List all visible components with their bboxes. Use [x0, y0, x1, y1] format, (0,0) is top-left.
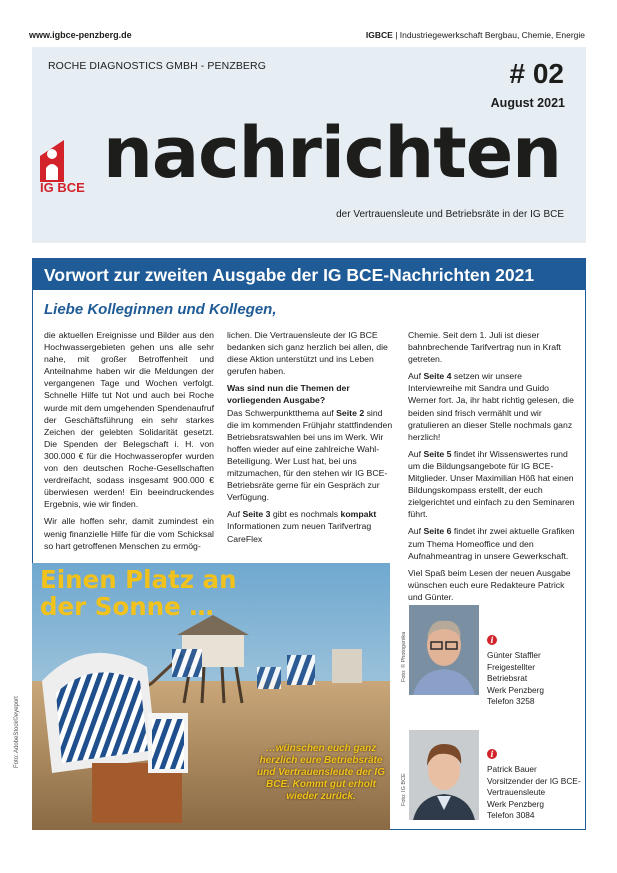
article-title: Vorwort zur zweiten Ausgabe der IG BCE-Nachrichten 2021	[44, 265, 535, 285]
question-heading: Was sind nun die Themen der vorliegenden Ausgabe?	[227, 383, 350, 406]
portrait-patrick-bauer	[409, 730, 479, 820]
info-icon: i	[487, 749, 497, 759]
paragraph: lichen. Die Vertrauensleute der IG BCE bedanken sich ganz herzlich bei allen, die diese Aktion unterstützt und ins Leben gerufen haben.	[227, 330, 388, 377]
contact-phone: Telefon 3084	[487, 810, 535, 820]
paragraph: Auf Seite 6 findet ihr zwei aktuelle Grafiken zum Thema Homeoffice und den Aufnahmeantrag in unsere Gewerkschaft.	[408, 526, 575, 561]
masthead-subtitle: der Vertrauensleute und Betriebsräte in der IG BCE	[336, 209, 564, 220]
contact-phone: Telefon 3258	[487, 696, 535, 706]
company-name: ROCHE DIAGNOSTICS GMBH - PENZBERG	[48, 60, 266, 72]
contact-card: Günter Staffler Freigestellter Betriebsrat Werk Penzberg Telefon 3258	[487, 650, 587, 708]
paragraph: Viel Spaß beim Lesen der neuen Ausgabe wünschen euch eure Redakteure Patrick und Günter.	[408, 567, 571, 602]
org-short: IGBCE	[365, 30, 393, 40]
issue-date: August 2021	[490, 96, 565, 110]
contact-card: Patrick Bauer Vorsitzender der IG BCE- Vertrauensleute Werk Penzberg Telefon 3084	[487, 764, 587, 822]
contact-name: Patrick Bauer	[487, 764, 537, 774]
paragraph: Auf Seite 4 setzen wir unsere Interviewreihe mit Sandra und Guido Werner fort. Ja, ihr habt richtig gelesen, die beiden sind frisch vermählt und wir gratulieren an dieser Stelle nochmals ganz herzlich!	[408, 371, 574, 442]
masthead-title: nachrichten	[103, 112, 562, 194]
igbce-logo-icon	[38, 138, 98, 193]
logo-text: IG BCE	[40, 180, 85, 193]
photo-headline: Einen Platz an der Sonne …	[40, 565, 237, 621]
portrait-credit: Foto: IG BCE	[401, 773, 407, 806]
org-full: Industriegewerkschaft Bergbau, Chemie, Energie	[399, 30, 585, 40]
text-column-1	[44, 329, 214, 557]
issue-number: # 02	[509, 58, 564, 89]
website-url[interactable]: www.igbce-penzberg.de	[29, 30, 132, 40]
contact-name: Günter Staffler	[487, 650, 541, 660]
paragraph: Auf Seite 3 gibt es nochmals kompakt Informationen zum neuen Tarifvertrag CareFlex	[227, 509, 377, 544]
salutation: Liebe Kolleginnen und Kollegen,	[44, 301, 277, 318]
paragraph: Chemie. Seit dem 1. Juli ist dieser bahnbrechende Tarifvertrag nun in Kraft getreten.	[408, 330, 561, 365]
portrait-credit: Foto: © Photogenika	[401, 631, 407, 682]
info-icon: i	[487, 635, 497, 645]
photo-caption: …wünschen euch ganz herzlich eure Betriebsräte und Vertrauensleute der IG BCE. Kommt gut erholt wieder zurück.	[257, 743, 385, 802]
org-line: IGBCE | Industriegewerkschaft Bergbau, Chemie, Energie	[365, 30, 585, 40]
paragraph: Auf Seite 5 findet ihr Wissenswertes rund um die Bildungsangebote für IG BCE-Mitglieder. Unser Maximilian Höß hat einen Bildungskompass erstellt, der euch zielgerichtet und einfach zu den Seminaren führt.	[408, 448, 575, 520]
text-column-2	[227, 329, 395, 550]
paragraph: Wir alle hoffen sehr, damit zumindest ein wenig finanzielle Hilfe für die vom Schicksal so hart getroffenen Menschen zu ermög-	[44, 516, 214, 551]
text-column-3	[408, 329, 578, 608]
portrait-guenter-staffler	[409, 605, 479, 695]
paragraph: die aktuellen Ereignisse und Bilder aus den Hochwassergebieten gehen uns alle sehr nahe, mit großer Betroffenheit und Anteilnahme haben wir die Meldungen der vergangenen Tage und Wochen verfolgt. Schnelle Hilfe tut Not und auch bei Roche wurde mit dem umgehenden Spendenaufruf der Geschäftsführung ein sehr starkes Zeichen der gelebten Solidarität gesetzt. Die Spenden der Belegschaft i. H. von 300.000 € für die Hochwasseropfer wurden von den deutschen Roche-Gesellschaften verdreifacht, sodass insgesamt 900.000 € überwiesen werden! Ein beeindruckendes Ergebnis, wie wir finden.	[44, 330, 214, 510]
photo-credit: Foto: AdobeStock©eyeport	[14, 696, 20, 768]
paragraph: Das Schwerpunktthema auf Seite 2 sind die im kommenden Frühjahr stattfindenden Betriebsratswahlen bei uns im Werk. Wir hoffen wieder auf eine zahlreiche Wahl-Beteiligung. Wer Lust hat, bei uns mitzumachen, für den stehen wir IG BCE-Betriebsräte gerne für ein Gespräch zur Verfügung.	[227, 407, 393, 503]
